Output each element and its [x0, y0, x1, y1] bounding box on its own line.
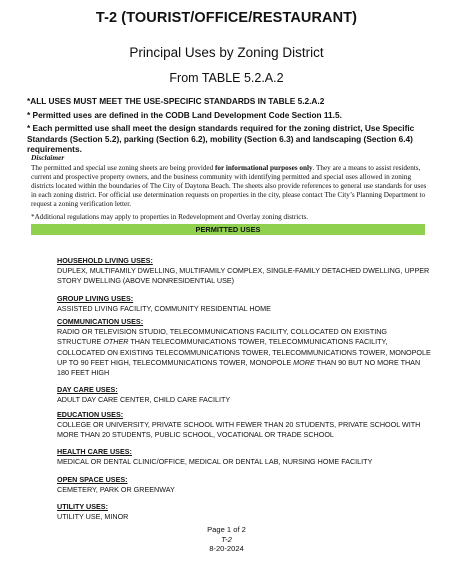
page-number: Page 1 of 2 — [207, 525, 246, 534]
disclaimer-emphasis: for informational purposes only — [215, 163, 313, 172]
section-body — [57, 327, 432, 378]
page-footer — [0, 525, 453, 554]
section-body-part: THAN 90 BUT NO MORE THAN 180 FEET HIGH — [57, 357, 421, 378]
section-day-care — [57, 385, 432, 405]
section-body: COLLEGE OR UNIVERSITY, PRIVATE SCHOOL WITH FEWER THAN 20 STUDENTS, PRIVATE SCHOOL WITH MORE THAN 20 STUDENTS, PUBLIC SCHOOL, VOCATIONAL OR TRADE SCHOOL — [57, 419, 421, 440]
source-table-reference: From TABLE 5.2.A.2 — [169, 71, 284, 85]
section-body: ASSISTED LIVING FACILITY, COMMUNITY RESIDENTIAL HOME — [57, 303, 271, 313]
section-group-living — [57, 294, 432, 314]
section-heading: OPEN SPACE USES: — [57, 474, 128, 484]
additional-regulations-note: *Additional regulations may apply to properties in Redevelopment and Overlay zoning districts. — [31, 213, 309, 222]
section-body-italic: MORE — [293, 357, 315, 367]
requirement-definitions: * Permitted uses are defined in the CODB Land Development Code Section 11.5. — [27, 109, 342, 120]
section-body: UTILITY USE, MINOR — [57, 512, 129, 522]
section-communication — [57, 317, 432, 378]
section-body: MEDICAL OR DENTAL CLINIC/OFFICE, MEDICAL OR DENTAL LAB, NURSING HOME FACILITY — [57, 457, 373, 467]
section-open-space — [57, 475, 432, 495]
revision-date: 8-20-2024 — [209, 544, 244, 554]
requirement-design-standards: * Each permitted use shall meet the design standards required for the zoning district, Use Specific Standards (Section 5.2), parking (Section 6.2), mobility (Section 6.3) and landscaping (Section 6.4) requirements. — [27, 123, 415, 154]
section-heading: COMMUNICATION USES: — [57, 317, 144, 327]
disclaimer-text-part1: The permitted and special use zoning sheets are being provided — [31, 163, 216, 172]
section-heading: EDUCATION USES: — [57, 409, 124, 419]
disclaimer-text-part2: . They are a means to assist residents, current and prospective property owners, and the business community with identifying permitted and special uses allowed in zoning districts located within the boundaries of The City of Daytona Beach. The sheets also provide references to general use standards for uses in each zoning district. For official use determination requests on properties in the city, please contact The City’s Planning Department to request a zoning verification letter. — [31, 163, 427, 208]
section-utility — [57, 502, 432, 522]
section-body-part: RADIO OR TELEVISION STUDIO, TELECOMMUNICATIONS FACILITY, COLLOCATED ON EXISTING STRUCTURE — [57, 327, 388, 347]
section-body: DUPLEX, MULTIFAMILY DWELLING, MULTIFAMILY COMPLEX, SINGLE-FAMILY DETACHED DWELLING, UPPER STORY DWELLING (ABOVE NONRESIDENTIAL USE) — [57, 266, 430, 286]
permitted-uses-sections — [57, 256, 432, 529]
disclaimer-text — [31, 164, 429, 209]
section-heading: GROUP LIVING USES: — [57, 293, 134, 303]
disclaimer-block — [31, 154, 429, 222]
section-heading: HEALTH CARE USES: — [57, 447, 132, 457]
section-body-part: THAN TELECOMMUNICATIONS TOWER, TELECOMMUNICATIONS FACILITY, COLLOCATED ON EXISTING TELECOMMUNICATIONS TOWER, TELECOMMUNICATIONS TOWER, MONOPOLE UP TO 90 FEET HIGH, TELECOMMUNICATIONS TOWER, MONOPOLE — [57, 337, 431, 367]
section-heading: HOUSEHOLD LIVING USES: — [57, 256, 153, 265]
section-education — [57, 410, 432, 441]
section-health-care — [57, 447, 432, 467]
requirement-use-specific: *ALL USES MUST MEET THE USE-SPECIFIC STANDARDS IN TABLE 5.2.A.2 — [27, 96, 325, 106]
section-household-living — [57, 256, 432, 287]
section-heading: UTILITY USES: — [57, 502, 108, 512]
section-body: ADULT DAY CARE CENTER, CHILD CARE FACILITY — [57, 395, 231, 405]
requirements-list — [27, 96, 432, 158]
section-body: CEMETERY, PARK OR GREENWAY — [57, 484, 175, 494]
section-body-italic: OTHER — [103, 337, 129, 347]
page-title: T-2 (TOURIST/OFFICE/RESTAURANT) — [95, 10, 358, 26]
permitted-uses-banner: PERMITTED USES — [31, 224, 425, 235]
page-subtitle: Principal Uses by Zoning District — [129, 45, 324, 60]
disclaimer-heading: Disclaimer — [31, 153, 65, 162]
section-heading: DAY CARE USES: — [57, 385, 118, 395]
district-code: T-2 — [221, 534, 232, 544]
